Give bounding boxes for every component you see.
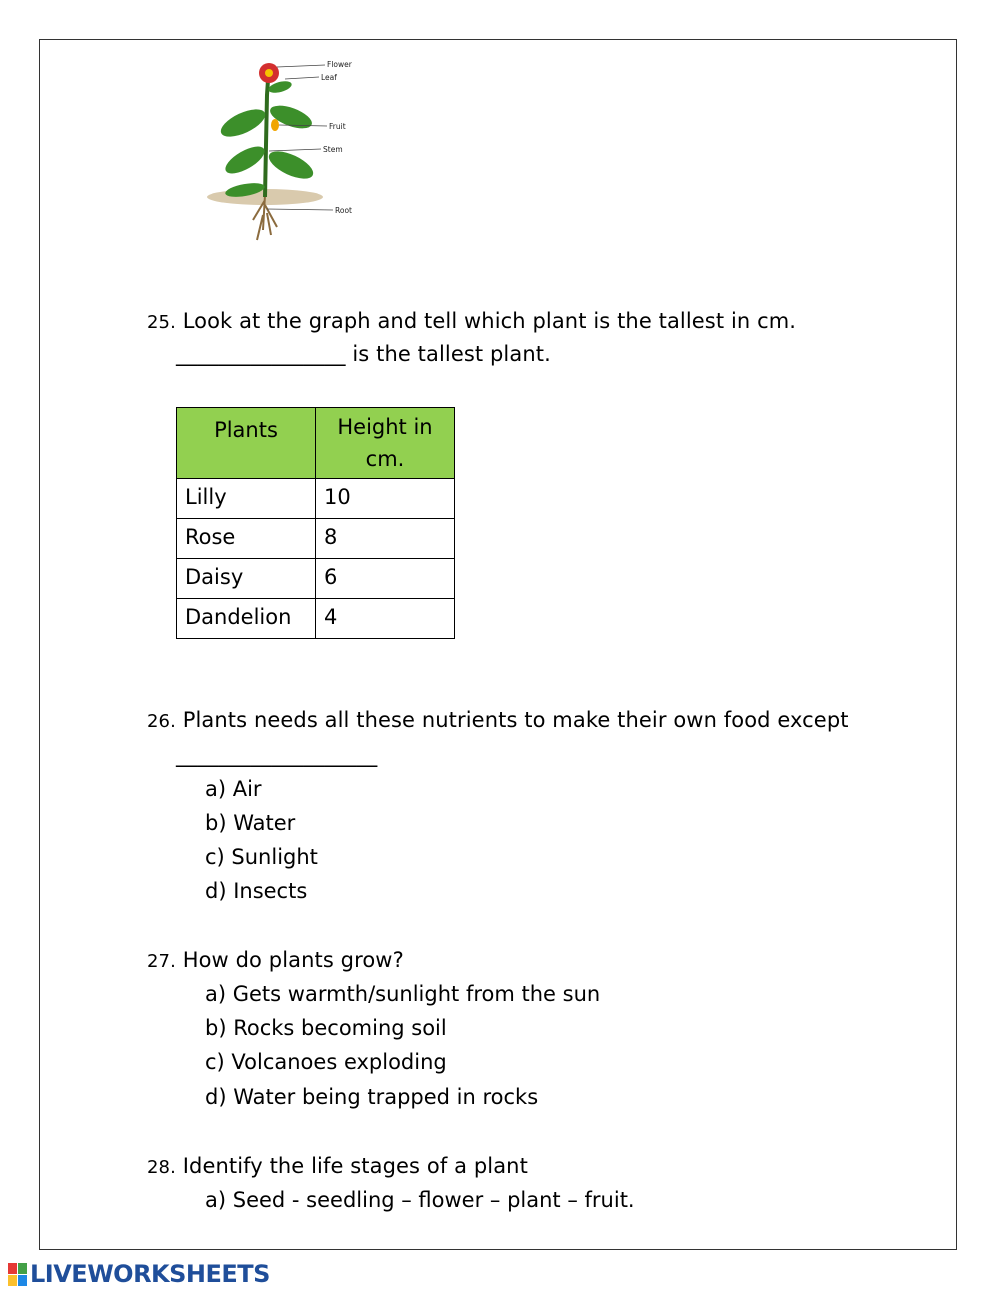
question-27 [147, 948, 404, 972]
option-b[interactable]: b) Water [205, 811, 296, 835]
table-cell: Rose [177, 519, 316, 559]
question-text: Identify the life stages of a plant [182, 1154, 528, 1178]
logo-icon [8, 1263, 27, 1286]
label-fruit: Fruit [329, 122, 346, 131]
question-text: Look at the graph and tell which plant is the tallest in cm. [182, 309, 797, 333]
logo-text: LIVEWORKSHEETS [30, 1260, 270, 1288]
option-a[interactable]: a) Air [205, 777, 262, 801]
question-26 [147, 708, 849, 732]
table-cell: Lilly [177, 479, 316, 519]
option-c[interactable]: c) Sunlight [205, 845, 318, 869]
page-border [39, 39, 957, 1250]
table-header: Plants [177, 408, 316, 479]
plant-height-table [176, 407, 455, 639]
table-header: Height in cm. [316, 408, 455, 479]
table-cell: Dandelion [177, 599, 316, 639]
answer-line-25[interactable]: ________________ is the tallest plant. [176, 342, 551, 366]
option-a[interactable]: a) Seed - seedling – flower – plant – fruit. [205, 1188, 635, 1212]
question-number: 26. [147, 711, 176, 732]
label-stem: Stem [323, 145, 343, 154]
option-b[interactable]: b) Rocks becoming soil [205, 1016, 447, 1040]
label-leaf: Leaf [321, 73, 337, 82]
question-text: Plants needs all these nutrients to make their own food except [182, 708, 849, 732]
table-cell: 10 [316, 479, 455, 519]
question-28 [147, 1154, 528, 1178]
option-d[interactable]: d) Water being trapped in rocks [205, 1085, 539, 1109]
label-flower: Flower [327, 60, 352, 69]
table-cell: 8 [316, 519, 455, 559]
table-row [177, 559, 455, 599]
plant-diagram [205, 55, 375, 250]
label-root: Root [335, 206, 352, 215]
question-number: 28. [147, 1157, 176, 1178]
table-cell: 6 [316, 559, 455, 599]
table-row [177, 479, 455, 519]
option-d[interactable]: d) Insects [205, 879, 308, 903]
liveworksheets-logo[interactable] [8, 1261, 270, 1287]
question-number: 27. [147, 951, 176, 972]
table-row [177, 599, 455, 639]
option-c[interactable]: c) Volcanoes exploding [205, 1050, 447, 1074]
option-a[interactable]: a) Gets warmth/sunlight from the sun [205, 982, 601, 1006]
question-text: How do plants grow? [182, 948, 404, 972]
answer-blank-26[interactable]: ___________________ [176, 743, 378, 767]
table-cell: Daisy [177, 559, 316, 599]
question-25 [147, 309, 796, 333]
table-header-row [177, 408, 455, 479]
question-number: 25. [147, 312, 176, 333]
table-cell: 4 [316, 599, 455, 639]
table-row [177, 519, 455, 559]
